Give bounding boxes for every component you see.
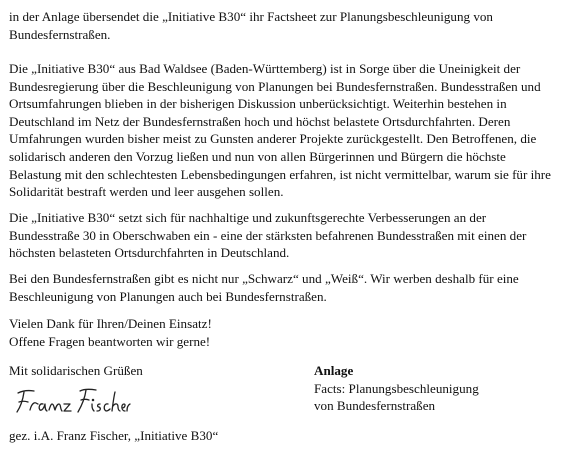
concern-line: Ortsumfahrungen blieben in der bisherigen Diskussion unberücksichtigt. Weiterhin bestehen in xyxy=(9,96,507,112)
concern-line: Deutschland im Netz der Bundesfernstraßen hoch und höchst belastete Ortsdurchfahrten. Deren xyxy=(9,113,511,129)
attachment-title: Anlage xyxy=(314,363,354,378)
handwritten-signature xyxy=(12,385,132,419)
closing-line: Mit solidarischen Grüßen xyxy=(9,363,143,378)
concern-line: Solidarität bestraft werden und leer ausgehen sollen. xyxy=(9,184,284,200)
thanks-line: Vielen Dank für Ihren/Deinen Einsatz! xyxy=(9,316,212,331)
initiative-line: Bundesstraße 30 in Oberschwaben ein - eine der stärksten befahrenen Bundesstraßen mit einen der xyxy=(9,227,527,243)
signature-name-line xyxy=(9,427,571,445)
signature-name-text: gez. i.A. Franz Fischer, „Initiative B30“ xyxy=(9,428,219,443)
concern-line: Bundesregierung über die Beschleunigung von Planungen bei Bundesfernstraßen. Bundesstraßen und xyxy=(9,78,541,94)
initiative-paragraph xyxy=(9,209,571,262)
intro-paragraph xyxy=(9,8,571,43)
initiative-line: höchsten belasteten Ortsdurchfahrten in Deutschland. xyxy=(9,245,290,261)
concern-line: Belastung mit den schlechtesten Lebensbedingungen erfahren, ist nicht vermittelbar, warum sie für ihre xyxy=(9,166,551,182)
concern-line: Die „Initiative B30“ aus Bad Waldsee (Baden-Württemberg) ist in Sorge über die Uneinigkeit der xyxy=(9,61,521,76)
initiative-line: Die „Initiative B30“ setzt sich für nachhaltige und zukunftsgerechte Verbesserungen an der xyxy=(9,210,487,225)
appeal-line: Beschleunigung von Planungen auch bei Bundesfernstraßen. xyxy=(9,288,327,304)
thanks-line: Offene Fragen beantworten wir gerne! xyxy=(9,333,211,349)
appeal-line: Bei den Bundesfernstraßen gibt es nicht nur „Schwarz“ und „Weiß“. Wir werben deshalb für eine xyxy=(9,271,519,286)
closing-salutation xyxy=(9,362,571,380)
intro-line: in der Anlage übersendet die „Initiative B30“ ihr Factsheet zur Planungsbeschleunigung von xyxy=(9,9,493,24)
attachment-line: Facts: Planungsbeschleunigung xyxy=(314,380,479,396)
attachment-block xyxy=(314,362,479,415)
appeal-paragraph xyxy=(9,270,571,305)
thanks-paragraph xyxy=(9,315,571,350)
attachment-line: von Bundesfernstraßen xyxy=(314,398,436,414)
intro-line: Bundesfernstraßen. xyxy=(9,26,111,42)
concern-paragraph xyxy=(9,60,571,201)
concern-line: Umfahrungen wurden bisher meist zu Gunsten anderer Projekte zurückgestellt. Den Betroffenen, die xyxy=(9,131,537,147)
concern-line: solidarisch anderen den Vorzug ließen und nun von allen Bürgerinnen und Bürgern die höchste xyxy=(9,148,506,164)
